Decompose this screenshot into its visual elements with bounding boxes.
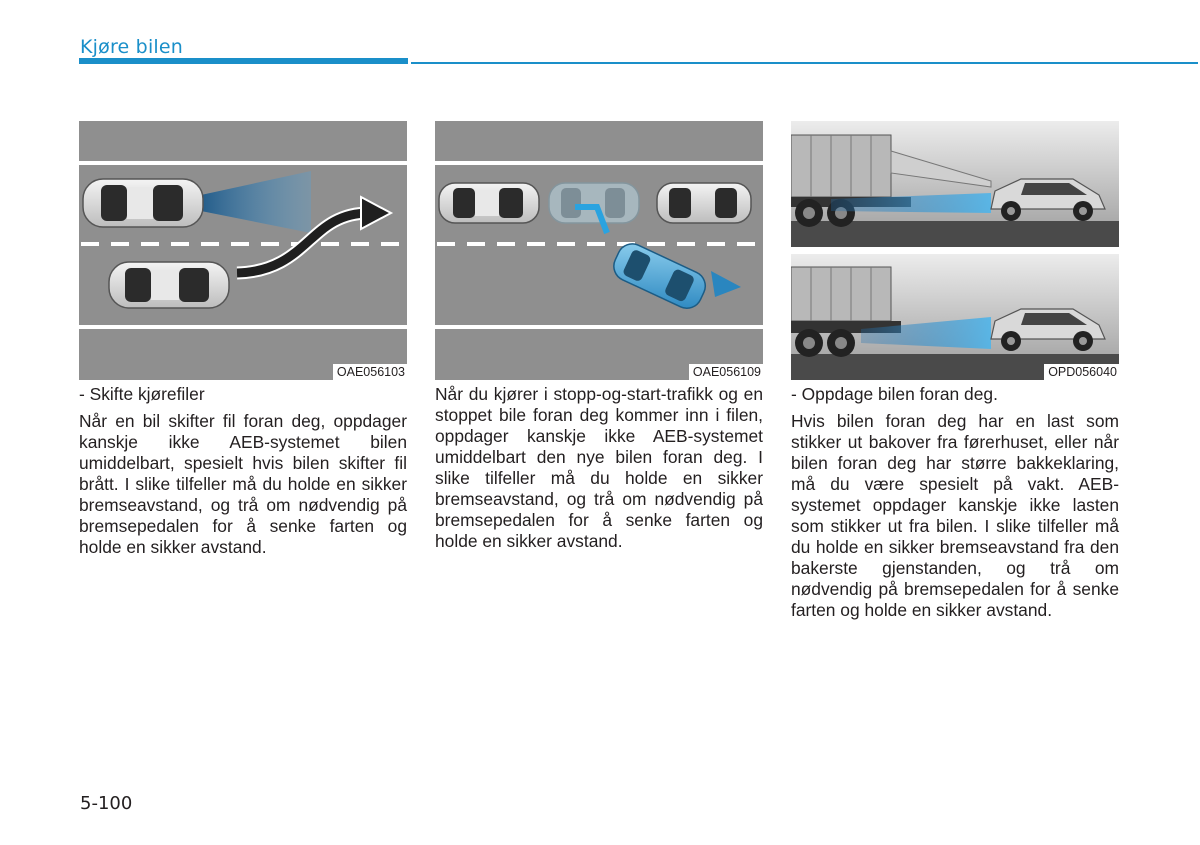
body-stop-and-go: Når du kjører i stopp-og-start-trafikk og en stoppet bile foran deg kommer inn i filen, oppdager kanskje ikke AEB-systemet umiddelbart den nye bilen foran deg. I slike tilfeller må du holde en sikker bremseavstand, og trå om nødvendig på bremsepedalen for å senke farten og holde en sikker avstand. (435, 384, 763, 551)
header-rule-thin (411, 62, 1198, 64)
figure-code: OAE056109 (689, 364, 763, 380)
figure-code: OPD056040 (1044, 364, 1119, 380)
lane-change-illustration (79, 121, 407, 380)
host-car (83, 179, 203, 227)
figure-stop-and-go (435, 121, 763, 380)
column-left (79, 384, 407, 558)
column-right (791, 384, 1119, 621)
section-title: Kjøre bilen (80, 36, 184, 58)
caption-lane-change: - Skifte kjørefiler (79, 384, 205, 404)
body-vehicle-ahead: Hvis bilen foran deg har en last som stikker ut bakover fra førerhuset, eller når bilen foran deg har større bakkeklaring, må du være spesielt på vakt. AEB-systemet oppdager kanskje ikke lasten som stikker ut fra bilen. I slike tilfeller må du holde en sikker bremseavstand fra den bakerste gjenstanden, og trå om nødvendig på bremsepedalen for å senke farten og holde en sikker avstand. (791, 411, 1119, 620)
cutting-in-car (109, 262, 229, 308)
stop-and-go-illustration (435, 121, 763, 380)
overhanging-load-illustration (791, 121, 1119, 380)
figure-code: OAE056103 (333, 364, 407, 380)
body-lane-change: Når en bil skifter fil foran deg, oppdager kanskje ikke AEB-systemet bilen umiddelbart, spesielt hvis bilen skifter fil brått. I slike tilfeller må du holde en sikker bremseavstand, og trå om nødvendig på bremsepedalen for å senke farten og holde en sikker avstand. (79, 411, 407, 557)
figure-lane-change (79, 121, 407, 380)
page-number: 5-100 (80, 793, 133, 814)
figure-overhanging-load (791, 121, 1119, 380)
caption-vehicle-ahead: - Oppdage bilen foran deg. (791, 384, 998, 404)
header-rule-thick (79, 58, 408, 64)
column-middle (435, 384, 763, 552)
